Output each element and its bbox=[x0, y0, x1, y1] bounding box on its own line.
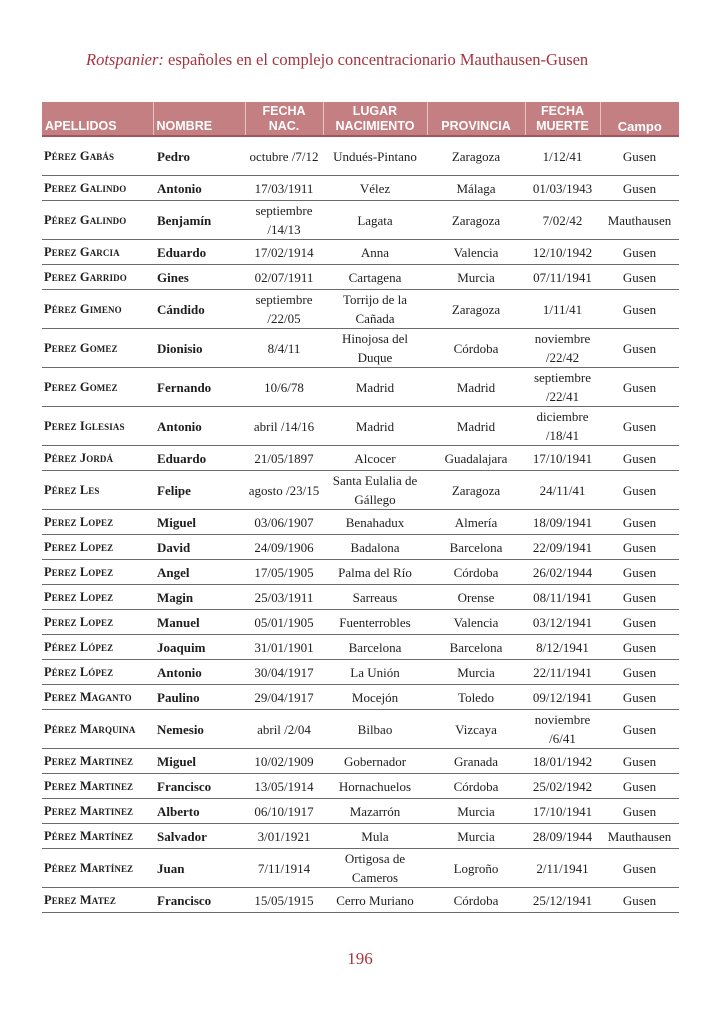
camp-cell: Gusen bbox=[600, 535, 679, 560]
table-row bbox=[42, 610, 679, 635]
surname-cell: Perez Lopez bbox=[42, 585, 153, 610]
camp-cell: Gusen bbox=[600, 290, 679, 329]
birth-date-cell: 21/05/1897 bbox=[245, 446, 323, 471]
camp-cell: Gusen bbox=[600, 446, 679, 471]
province-cell: Orense bbox=[427, 585, 525, 610]
first-name-cell: Pedro bbox=[153, 136, 245, 176]
birthplace-cell: Benahadux bbox=[323, 510, 427, 535]
surname-cell: Perez Lopez bbox=[42, 510, 153, 535]
birth-date-cell: 30/04/1917 bbox=[245, 660, 323, 685]
death-date-cell: 01/03/1943 bbox=[525, 176, 600, 201]
table-row bbox=[42, 240, 679, 265]
province-cell: Valencia bbox=[427, 240, 525, 265]
province-cell: Logroño bbox=[427, 849, 525, 888]
table-row bbox=[42, 660, 679, 685]
camp-cell: Gusen bbox=[600, 136, 679, 176]
col-header-provincia: PROVINCIA bbox=[427, 102, 525, 136]
camp-cell: Gusen bbox=[600, 849, 679, 888]
death-date-cell: noviembre /6/41 bbox=[525, 710, 600, 749]
table-row bbox=[42, 368, 679, 407]
first-name-cell: Francisco bbox=[153, 888, 245, 913]
death-date-cell: 25/02/1942 bbox=[525, 774, 600, 799]
birth-date-cell: 29/04/1917 bbox=[245, 685, 323, 710]
camp-cell: Gusen bbox=[600, 510, 679, 535]
birthplace-cell: Lagata bbox=[323, 201, 427, 240]
birth-date-cell: 05/01/1905 bbox=[245, 610, 323, 635]
camp-cell: Gusen bbox=[600, 888, 679, 913]
surname-cell: Pérez Galindo bbox=[42, 201, 153, 240]
birthplace-cell: Ortigosa de Cameros bbox=[323, 849, 427, 888]
birthplace-cell: Fuenterrobles bbox=[323, 610, 427, 635]
table-row bbox=[42, 471, 679, 510]
first-name-cell: Juan bbox=[153, 849, 245, 888]
camp-cell: Gusen bbox=[600, 685, 679, 710]
birth-date-cell: 10/6/78 bbox=[245, 368, 323, 407]
birth-date-cell: 17/05/1905 bbox=[245, 560, 323, 585]
province-cell: Zaragoza bbox=[427, 471, 525, 510]
first-name-cell: Felipe bbox=[153, 471, 245, 510]
birth-date-cell: 15/05/1915 bbox=[245, 888, 323, 913]
surname-cell: Perez Garrido bbox=[42, 265, 153, 290]
surname-cell: Pérez Les bbox=[42, 471, 153, 510]
prisoner-table bbox=[42, 102, 679, 913]
surname-cell: Perez Martinez bbox=[42, 749, 153, 774]
birthplace-cell: Gobernador bbox=[323, 749, 427, 774]
col-header-lugar-nacimiento: LUGAR NACIMIENTO bbox=[323, 102, 427, 136]
province-cell: Zaragoza bbox=[427, 201, 525, 240]
death-date-cell: 22/11/1941 bbox=[525, 660, 600, 685]
camp-cell: Gusen bbox=[600, 774, 679, 799]
death-date-cell: 18/09/1941 bbox=[525, 510, 600, 535]
surname-cell: Pérez Martínez bbox=[42, 849, 153, 888]
surname-cell: Pérez Marquina bbox=[42, 710, 153, 749]
first-name-cell: Paulino bbox=[153, 685, 245, 710]
birthplace-cell: Mocejón bbox=[323, 685, 427, 710]
province-cell: Zaragoza bbox=[427, 290, 525, 329]
surname-cell: Perez Galindo bbox=[42, 176, 153, 201]
birthplace-cell: Barcelona bbox=[323, 635, 427, 660]
first-name-cell: Eduardo bbox=[153, 240, 245, 265]
birthplace-cell: Sarreaus bbox=[323, 585, 427, 610]
birth-date-cell: 3/01/1921 bbox=[245, 824, 323, 849]
province-cell: Málaga bbox=[427, 176, 525, 201]
table-row bbox=[42, 176, 679, 201]
table-row bbox=[42, 635, 679, 660]
surname-cell: Perez Gomez bbox=[42, 329, 153, 368]
first-name-cell: Alberto bbox=[153, 799, 245, 824]
table-row bbox=[42, 749, 679, 774]
first-name-cell: Antonio bbox=[153, 176, 245, 201]
death-date-cell: 2/11/1941 bbox=[525, 849, 600, 888]
table-row bbox=[42, 710, 679, 749]
surname-cell: Perez Lopez bbox=[42, 535, 153, 560]
first-name-cell: Angel bbox=[153, 560, 245, 585]
death-date-cell: septiembre /22/41 bbox=[525, 368, 600, 407]
death-date-cell: 8/12/1941 bbox=[525, 635, 600, 660]
surname-cell: Pérez Martínez bbox=[42, 824, 153, 849]
running-head bbox=[86, 50, 588, 70]
death-date-cell: 12/10/1942 bbox=[525, 240, 600, 265]
birthplace-cell: La Unión bbox=[323, 660, 427, 685]
province-cell: Vizcaya bbox=[427, 710, 525, 749]
surname-cell: Pérez Jordá bbox=[42, 446, 153, 471]
first-name-cell: Joaquim bbox=[153, 635, 245, 660]
first-name-cell: Miguel bbox=[153, 510, 245, 535]
table-row bbox=[42, 407, 679, 446]
province-cell: Madrid bbox=[427, 368, 525, 407]
surname-cell: Perez Garcia bbox=[42, 240, 153, 265]
camp-cell: Mauthausen bbox=[600, 824, 679, 849]
province-cell: Toledo bbox=[427, 685, 525, 710]
province-cell: Córdoba bbox=[427, 329, 525, 368]
birthplace-cell: Palma del Río bbox=[323, 560, 427, 585]
province-cell: Barcelona bbox=[427, 535, 525, 560]
camp-cell: Gusen bbox=[600, 799, 679, 824]
birthplace-cell: Hinojosa del Duque bbox=[323, 329, 427, 368]
province-cell: Madrid bbox=[427, 407, 525, 446]
camp-cell: Gusen bbox=[600, 585, 679, 610]
surname-cell: Perez Martinez bbox=[42, 799, 153, 824]
death-date-cell: 09/12/1941 bbox=[525, 685, 600, 710]
first-name-cell: Cándido bbox=[153, 290, 245, 329]
birth-date-cell: septiembre /14/13 bbox=[245, 201, 323, 240]
death-date-cell: 7/02/42 bbox=[525, 201, 600, 240]
camp-cell: Gusen bbox=[600, 560, 679, 585]
death-date-cell: 28/09/1944 bbox=[525, 824, 600, 849]
province-cell: Guadalajara bbox=[427, 446, 525, 471]
birth-date-cell: 7/11/1914 bbox=[245, 849, 323, 888]
first-name-cell: Francisco bbox=[153, 774, 245, 799]
province-cell: Murcia bbox=[427, 824, 525, 849]
birthplace-cell: Undués-Pintano bbox=[323, 136, 427, 176]
birthplace-cell: Anna bbox=[323, 240, 427, 265]
death-date-cell: 07/11/1941 bbox=[525, 265, 600, 290]
camp-cell: Gusen bbox=[600, 635, 679, 660]
table-row bbox=[42, 888, 679, 913]
first-name-cell: David bbox=[153, 535, 245, 560]
death-date-cell: 08/11/1941 bbox=[525, 585, 600, 610]
surname-cell: Pérez López bbox=[42, 660, 153, 685]
province-cell: Almería bbox=[427, 510, 525, 535]
birth-date-cell: abril /2/04 bbox=[245, 710, 323, 749]
province-cell: Murcia bbox=[427, 799, 525, 824]
birthplace-cell: Badalona bbox=[323, 535, 427, 560]
province-cell: Córdoba bbox=[427, 888, 525, 913]
surname-cell: Pérez Gabás bbox=[42, 136, 153, 176]
table-body bbox=[42, 136, 679, 913]
birth-date-cell: abril /14/16 bbox=[245, 407, 323, 446]
col-header-campo: Campo bbox=[600, 102, 679, 136]
death-date-cell: 1/12/41 bbox=[525, 136, 600, 176]
camp-cell: Gusen bbox=[600, 610, 679, 635]
table-row bbox=[42, 535, 679, 560]
camp-cell: Gusen bbox=[600, 471, 679, 510]
birth-date-cell: 13/05/1914 bbox=[245, 774, 323, 799]
surname-cell: Perez Iglesias bbox=[42, 407, 153, 446]
surname-cell: Perez Gomez bbox=[42, 368, 153, 407]
death-date-cell: 03/12/1941 bbox=[525, 610, 600, 635]
birthplace-cell: Cerro Muriano bbox=[323, 888, 427, 913]
province-cell: Valencia bbox=[427, 610, 525, 635]
table-row bbox=[42, 585, 679, 610]
birth-date-cell: 06/10/1917 bbox=[245, 799, 323, 824]
first-name-cell: Benjamín bbox=[153, 201, 245, 240]
first-name-cell: Nemesio bbox=[153, 710, 245, 749]
table-row bbox=[42, 446, 679, 471]
death-date-cell: diciembre /18/41 bbox=[525, 407, 600, 446]
birthplace-cell: Hornachuelos bbox=[323, 774, 427, 799]
col-header-apellidos: APELLIDOS bbox=[42, 102, 153, 136]
first-name-cell: Dionisio bbox=[153, 329, 245, 368]
death-date-cell: 22/09/1941 bbox=[525, 535, 600, 560]
province-cell: Granada bbox=[427, 749, 525, 774]
death-date-cell: 24/11/41 bbox=[525, 471, 600, 510]
birth-date-cell: septiembre /22/05 bbox=[245, 290, 323, 329]
province-cell: Murcia bbox=[427, 265, 525, 290]
birth-date-cell: 17/02/1914 bbox=[245, 240, 323, 265]
camp-cell: Gusen bbox=[600, 407, 679, 446]
col-header-fecha-muerte: FECHA MUERTE bbox=[525, 102, 600, 136]
first-name-cell: Magin bbox=[153, 585, 245, 610]
camp-cell: Gusen bbox=[600, 660, 679, 685]
first-name-cell: Antonio bbox=[153, 407, 245, 446]
birthplace-cell: Alcocer bbox=[323, 446, 427, 471]
first-name-cell: Salvador bbox=[153, 824, 245, 849]
camp-cell: Gusen bbox=[600, 749, 679, 774]
table-header-row bbox=[42, 102, 679, 136]
running-head-title: españoles en el complejo concentracionario Mauthausen-Gusen bbox=[163, 50, 589, 69]
birthplace-cell: Torrijo de la Cañada bbox=[323, 290, 427, 329]
birth-date-cell: octubre /7/12 bbox=[245, 136, 323, 176]
province-cell: Zaragoza bbox=[427, 136, 525, 176]
first-name-cell: Antonio bbox=[153, 660, 245, 685]
table-row bbox=[42, 265, 679, 290]
birthplace-cell: Bilbao bbox=[323, 710, 427, 749]
camp-cell: Mauthausen bbox=[600, 201, 679, 240]
death-date-cell: 17/10/1941 bbox=[525, 799, 600, 824]
surname-cell: Perez Martinez bbox=[42, 774, 153, 799]
birthplace-cell: Cartagena bbox=[323, 265, 427, 290]
birthplace-cell: Mula bbox=[323, 824, 427, 849]
first-name-cell: Eduardo bbox=[153, 446, 245, 471]
table-row bbox=[42, 685, 679, 710]
death-date-cell: noviembre /22/42 bbox=[525, 329, 600, 368]
death-date-cell: 25/12/1941 bbox=[525, 888, 600, 913]
table-row bbox=[42, 560, 679, 585]
birth-date-cell: 03/06/1907 bbox=[245, 510, 323, 535]
birth-date-cell: 31/01/1901 bbox=[245, 635, 323, 660]
birthplace-cell: Mazarrón bbox=[323, 799, 427, 824]
birth-date-cell: 24/09/1906 bbox=[245, 535, 323, 560]
birth-date-cell: 17/03/1911 bbox=[245, 176, 323, 201]
camp-cell: Gusen bbox=[600, 710, 679, 749]
table-row bbox=[42, 201, 679, 240]
camp-cell: Gusen bbox=[600, 368, 679, 407]
camp-cell: Gusen bbox=[600, 240, 679, 265]
birth-date-cell: 10/02/1909 bbox=[245, 749, 323, 774]
page-number: 196 bbox=[347, 949, 373, 968]
birthplace-cell: Madrid bbox=[323, 368, 427, 407]
surname-cell: Pérez Gimeno bbox=[42, 290, 153, 329]
table-row bbox=[42, 799, 679, 824]
birth-date-cell: 25/03/1911 bbox=[245, 585, 323, 610]
province-cell: Barcelona bbox=[427, 635, 525, 660]
surname-cell: Perez Lopez bbox=[42, 610, 153, 635]
birthplace-cell: Madrid bbox=[323, 407, 427, 446]
death-date-cell: 26/02/1944 bbox=[525, 560, 600, 585]
col-header-fecha-nac: FECHA NAC. bbox=[245, 102, 323, 136]
running-head-italic: Rotspanier: bbox=[86, 50, 164, 69]
province-cell: Córdoba bbox=[427, 774, 525, 799]
first-name-cell: Fernando bbox=[153, 368, 245, 407]
table-row bbox=[42, 329, 679, 368]
death-date-cell: 1/11/41 bbox=[525, 290, 600, 329]
first-name-cell: Miguel bbox=[153, 749, 245, 774]
camp-cell: Gusen bbox=[600, 329, 679, 368]
birthplace-cell: Santa Eulalia de Gállego bbox=[323, 471, 427, 510]
death-date-cell: 17/10/1941 bbox=[525, 446, 600, 471]
death-date-cell: 18/01/1942 bbox=[525, 749, 600, 774]
birth-date-cell: 02/07/1911 bbox=[245, 265, 323, 290]
col-header-nombre: NOMBRE bbox=[153, 102, 245, 136]
province-cell: Córdoba bbox=[427, 560, 525, 585]
camp-cell: Gusen bbox=[600, 265, 679, 290]
birth-date-cell: agosto /23/15 bbox=[245, 471, 323, 510]
table-row bbox=[42, 290, 679, 329]
table-row bbox=[42, 774, 679, 799]
camp-cell: Gusen bbox=[600, 176, 679, 201]
table-row bbox=[42, 136, 679, 176]
birthplace-cell: Vélez bbox=[323, 176, 427, 201]
surname-cell: Perez Maganto bbox=[42, 685, 153, 710]
table-row bbox=[42, 510, 679, 535]
province-cell: Murcia bbox=[427, 660, 525, 685]
surname-cell: Perez Lopez bbox=[42, 560, 153, 585]
table-row bbox=[42, 824, 679, 849]
surname-cell: Perez Matez bbox=[42, 888, 153, 913]
birth-date-cell: 8/4/11 bbox=[245, 329, 323, 368]
first-name-cell: Gines bbox=[153, 265, 245, 290]
first-name-cell: Manuel bbox=[153, 610, 245, 635]
table-row bbox=[42, 849, 679, 888]
surname-cell: Pérez López bbox=[42, 635, 153, 660]
